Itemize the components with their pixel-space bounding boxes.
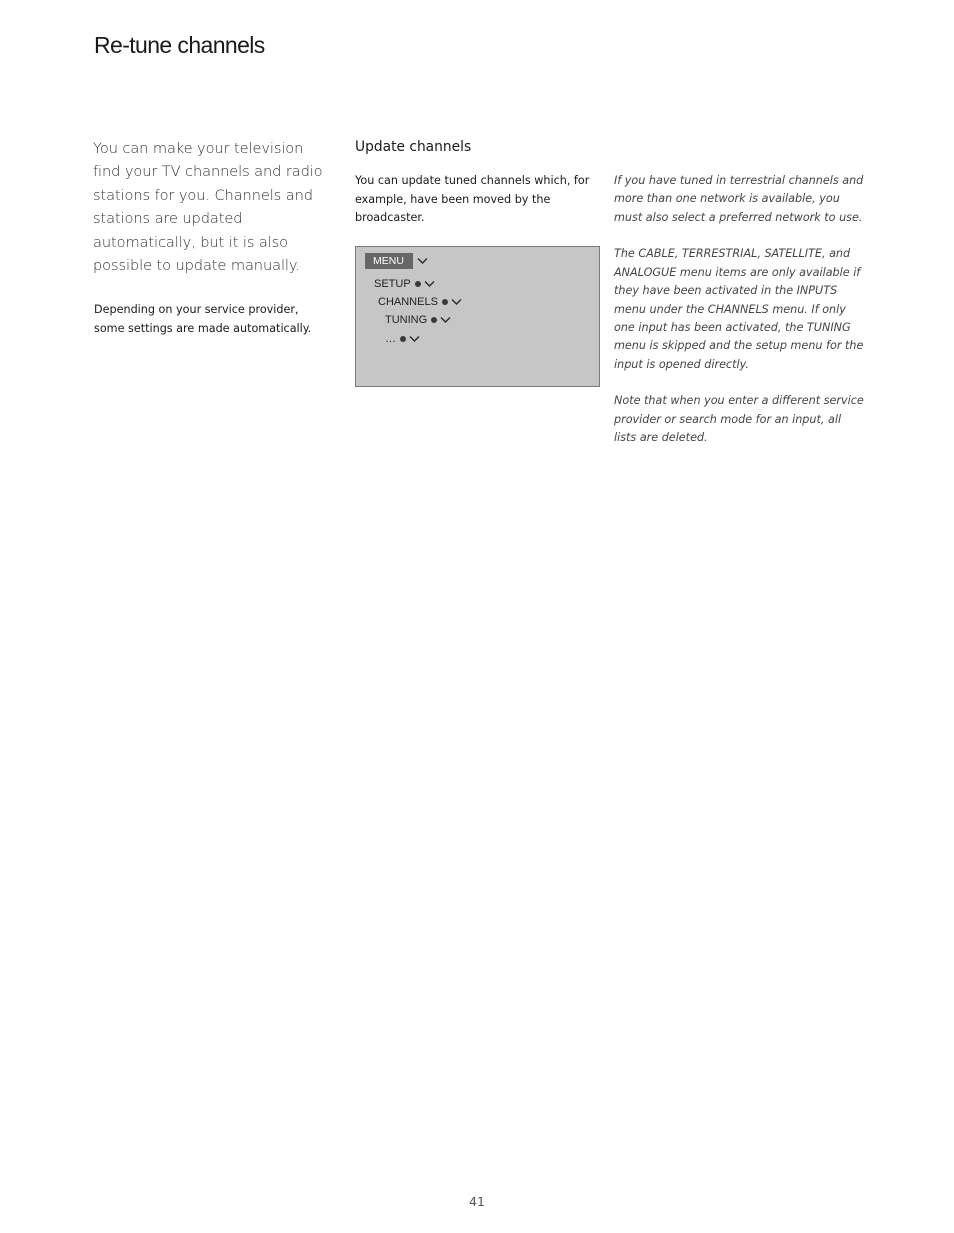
side-notes [614, 172, 864, 466]
provider-note: Depending on your service provider, some settings are made automatically. [94, 303, 312, 335]
update-description: You can update tuned channels which, for example, have been moved by the broadcaster. [355, 174, 590, 224]
note-lists-deleted: Note that when you enter a different service provider or search mode for an input, all lists are deleted. [614, 394, 864, 445]
menu-row-root [365, 253, 428, 269]
menu-item-label: CHANNELS [378, 296, 438, 308]
menu-row-setup [374, 276, 435, 292]
chevron-down-icon [417, 257, 428, 265]
select-dot-icon [415, 281, 421, 287]
chevron-down-icon [409, 335, 420, 343]
chevron-down-icon [424, 280, 435, 288]
note-terrestrial-network: If you have tuned in terrestrial channels and more than one network is available, you must also select a preferred network to use. [614, 174, 864, 224]
menu-row-more [385, 331, 420, 347]
menu-row-tuning [385, 312, 451, 328]
chevron-down-icon [451, 298, 462, 306]
menu-path-illustration [355, 246, 600, 387]
menu-item-label: SETUP [374, 278, 411, 290]
section-heading: Update channels [355, 139, 472, 155]
select-dot-icon [442, 299, 448, 305]
menu-label: MENU [365, 253, 413, 269]
intro-text: You can make your television find your TV channels and radio stations for you. Channels and stations are updated automatically, but it is also possible to update manually. [93, 140, 323, 275]
menu-item-label: TUNING [385, 314, 428, 326]
page-number: 41 [469, 1194, 485, 1209]
select-dot-icon [400, 336, 406, 342]
page-title: Re-tune channels [94, 32, 265, 58]
note-menu-items-availability: The CABLE, TERRESTRIAL, SATELLITE, and ANALOGUE menu items are only available if they have been activated in the INPUTS menu under the CHANNELS menu. If only one input has been activated, the TUNING menu is skipped and the setup menu for the input is opened directly. [614, 247, 864, 371]
select-dot-icon [431, 317, 437, 323]
chevron-down-icon [440, 316, 451, 324]
menu-item-label: … [385, 333, 396, 345]
menu-row-channels [378, 294, 462, 310]
